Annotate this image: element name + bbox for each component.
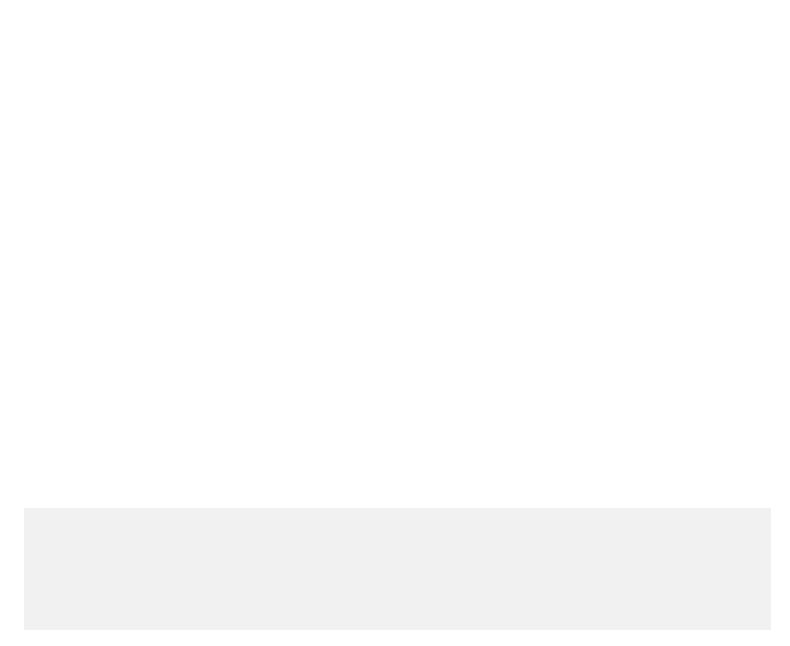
- notes-box: [24, 508, 771, 630]
